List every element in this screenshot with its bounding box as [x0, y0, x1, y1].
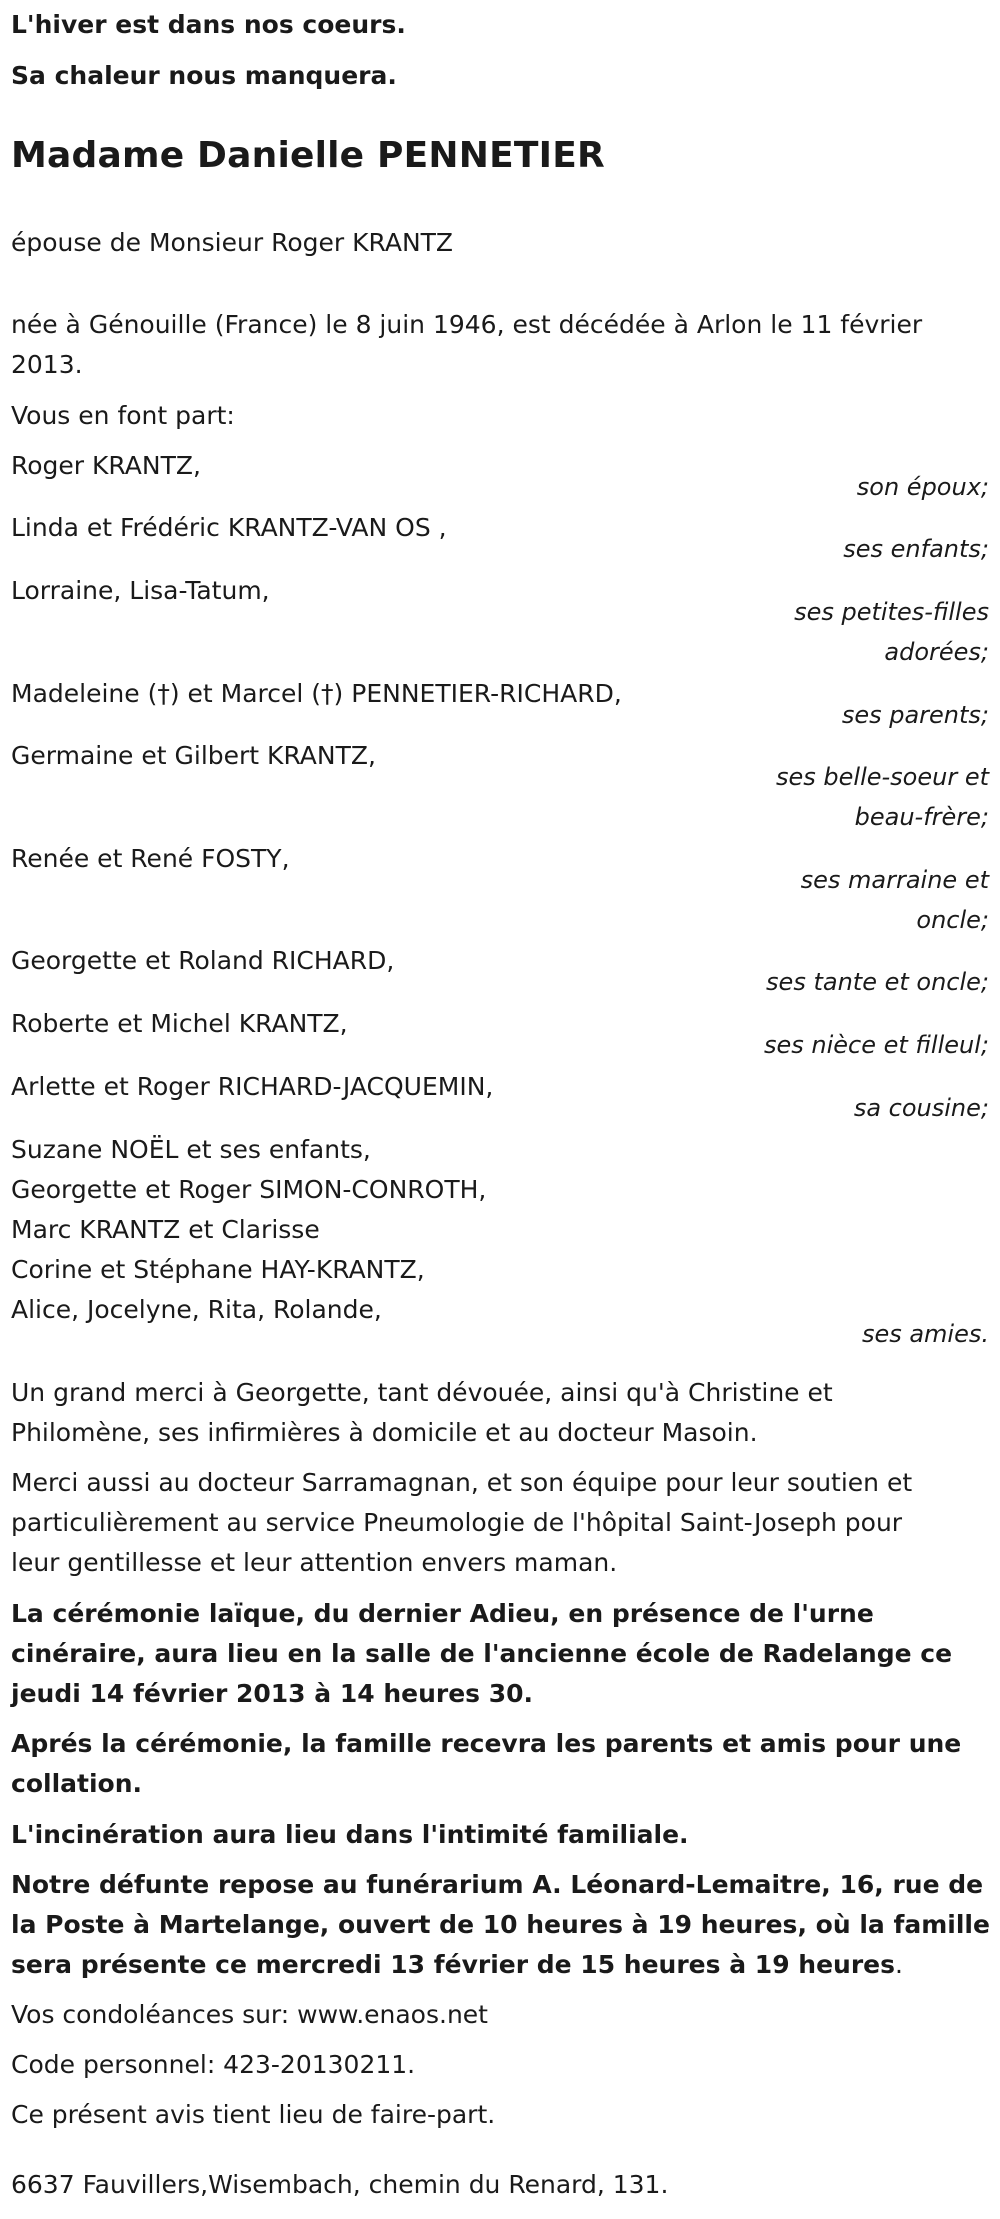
thanks-line: particulièrement au service Pneumologie de l'hôpital Saint-Joseph pour [11, 1508, 903, 1537]
repose-line-end: . [895, 1950, 903, 1979]
thanks-line: Un grand merci à Georgette, tant dévouée, ainsi qu'à Christine et [11, 1378, 833, 1407]
family-names: Roberte et Michel KRANTZ, [11, 1009, 348, 1038]
friends-role: ses amies. [861, 1320, 989, 1348]
family-role: ses petites-filles [794, 598, 989, 626]
friends-line: Suzane NOËL et ses enfants, [11, 1135, 371, 1164]
repose-line: Notre défunte repose au funérarium A. Léonard-Lemaitre, 16, rue de [11, 1870, 984, 1899]
family-role: sa cousine; [853, 1094, 989, 1122]
family-role: adorées; [884, 638, 989, 666]
family-names: Georgette et Roland RICHARD, [11, 946, 395, 975]
friends-line: Georgette et Roger SIMON-CONROTH, [11, 1175, 487, 1204]
thanks-line: leur gentillesse et leur attention envers maman. [11, 1548, 618, 1577]
family-role: ses parents; [841, 701, 989, 729]
spouse-line: épouse de Monsieur Roger KRANTZ [11, 228, 454, 257]
after-ceremony-line: collation. [11, 1769, 142, 1798]
repose-line: la Poste à Martelange, ouvert de 10 heures à 19 heures, où la famille [11, 1910, 990, 1939]
after-ceremony-line: Aprés la cérémonie, la famille recevra les parents et amis pour une [11, 1729, 962, 1758]
cremation-line: L'incinération aura lieu dans l'intimité familiale. [11, 1820, 689, 1849]
family-names: Linda et Frédéric KRANTZ-VAN OS , [11, 513, 447, 542]
intro-line: Vous en font part: [11, 401, 235, 430]
family-names: Renée et René FOSTY, [11, 844, 290, 873]
family-names: Madeleine (†) et Marcel (†) PENNETIER-RICHARD, [11, 679, 622, 708]
birth-death-line-1: née à Génouille (France) le 8 juin 1946, est décédée à Arlon le 11 février [11, 310, 923, 339]
repose-line [11, 1945, 903, 1985]
friends-line: Corine et Stéphane HAY-KRANTZ, [11, 1255, 425, 1284]
friends-line: Alice, Jocelyne, Rita, Rolande, [11, 1295, 382, 1324]
family-role: ses belle-soeur et [776, 763, 989, 791]
family-role: son époux; [856, 473, 989, 501]
personal-code: Code personnel: 423-20130211. [11, 2050, 416, 2079]
birth-death-line-2: 2013. [11, 350, 83, 379]
family-names: Roger KRANTZ, [11, 451, 201, 480]
ceremony-line: La cérémonie laïque, du dernier Adieu, en présence de l'urne [11, 1599, 874, 1628]
thanks-line: Philomène, ses infirmières à domicile et au docteur Masoin. [11, 1418, 758, 1447]
family-role: ses marraine et [800, 866, 989, 894]
header-line-1: L'hiver est dans nos coeurs. [11, 10, 406, 39]
family-role: oncle; [916, 906, 989, 934]
family-names: Germaine et Gilbert KRANTZ, [11, 741, 376, 770]
deceased-name: Madame Danielle PENNETIER [11, 135, 605, 176]
ceremony-line: jeudi 14 février 2013 à 14 heures 30. [11, 1679, 534, 1708]
family-role: ses tante et oncle; [766, 968, 989, 996]
family-role: beau-frère; [854, 803, 989, 831]
family-role: ses nièce et filleul; [763, 1031, 989, 1059]
family-names: Arlette et Roger RICHARD-JACQUEMIN, [11, 1072, 494, 1101]
ceremony-line: cinéraire, aura lieu en la salle de l'ancienne école de Radelange ce [11, 1639, 953, 1668]
family-role: ses enfants; [843, 535, 989, 563]
condolences-line: Vos condoléances sur: www.enaos.net [11, 2000, 488, 2029]
header-line-2: Sa chaleur nous manquera. [11, 61, 397, 90]
address-line: 6637 Fauvillers,Wisembach, chemin du Renard, 131. [11, 2170, 669, 2199]
thanks-line: Merci aussi au docteur Sarramagnan, et son équipe pour leur soutien et [11, 1468, 913, 1497]
repose-line-bold: sera présente ce mercredi 13 février de 15 heures à 19 heures [11, 1950, 896, 1979]
family-names: Lorraine, Lisa-Tatum, [11, 576, 270, 605]
friends-line: Marc KRANTZ et Clarisse [11, 1215, 320, 1244]
notice-line: Ce présent avis tient lieu de faire-part. [11, 2100, 496, 2129]
